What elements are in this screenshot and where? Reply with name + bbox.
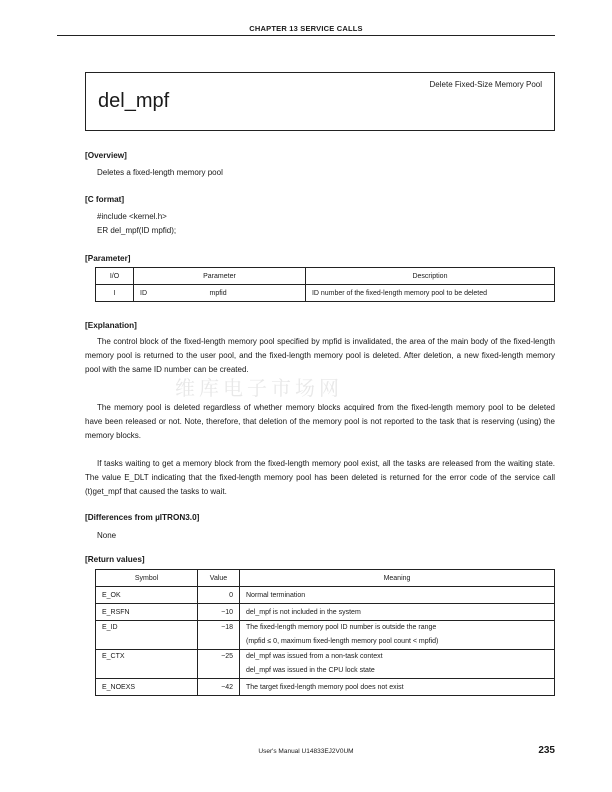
explanation-paragraph: The control block of the fixed-length memory pool specified by mpfid is invalidated, the area of the main body of the fixed-length memory pool is returned to the user pool, and the fixed-length memory pool is deleted. After deletion, a new fixed-length memory pool with the same ID number can be created. — [85, 337, 555, 374]
header-cell: Parameter — [134, 268, 306, 285]
value-cell: −25 — [198, 650, 240, 679]
symbol-cell: E_OK — [96, 587, 198, 604]
io-cell: I — [96, 285, 134, 302]
table-row — [96, 587, 555, 604]
meaning-line: (mpfid ≤ 0, maximum fixed-length memory pool count < mpfid) — [246, 638, 439, 645]
table-row — [96, 650, 555, 679]
return-values-heading: [Return values] — [85, 555, 145, 564]
value-cell: 0 — [198, 587, 240, 604]
differences-heading: [Differences from µITRON3.0] — [85, 513, 200, 522]
meaning-cell: The target fixed-length memory pool does not exist — [240, 679, 555, 696]
table-row — [96, 604, 555, 621]
overview-heading: [Overview] — [85, 151, 127, 160]
header-rule — [57, 35, 555, 36]
header-cell: I/O — [96, 268, 134, 285]
symbol-cell: E_ID — [96, 621, 198, 650]
differences-text: None — [97, 531, 117, 540]
table-row — [96, 679, 555, 696]
page-title: del_mpf — [98, 90, 170, 112]
header-cell: Meaning — [240, 570, 555, 587]
description-cell: ID number of the fixed-length memory pool to be deleted — [305, 285, 554, 302]
name-cell: mpfid — [204, 285, 306, 302]
explanation-paragraph: If tasks waiting to get a memory block from the fixed-length memory pool exist, all the tasks are released from the waiting state. The value E_DLT indicating that the fixed-length memory pool has been deleted is returned for the error code of the service call (t)get_mpf that caused the tasks to wait. — [85, 459, 555, 496]
cformat-line: #include <kernel.h> — [97, 212, 167, 221]
symbol-cell: E_NOEXS — [96, 679, 198, 696]
cformat-line: ER del_mpf(ID mpfid); — [97, 226, 177, 235]
meaning-cell: del_mpf is not included in the system — [240, 604, 555, 621]
meaning-line: del_mpf was issued in the CPU lock state — [246, 667, 375, 674]
watermark: 维库电子市场网 — [175, 376, 343, 400]
type-cell: ID — [134, 285, 204, 302]
overview-text: Deletes a fixed-length memory pool — [97, 168, 223, 177]
table-row — [96, 621, 555, 650]
meaning-cell — [240, 650, 555, 679]
cformat-heading: [C format] — [85, 195, 125, 204]
value-cell: −18 — [198, 621, 240, 650]
meaning-cell — [240, 621, 555, 650]
parameter-heading: [Parameter] — [85, 254, 131, 263]
header-cell: Value — [198, 570, 240, 587]
chapter-header: CHAPTER 13 SERVICE CALLS — [249, 24, 363, 33]
footer-manual: User's Manual U14833EJ2V0UM — [258, 748, 354, 755]
symbol-cell: E_CTX — [96, 650, 198, 679]
table-row — [96, 285, 555, 302]
header-cell: Symbol — [96, 570, 198, 587]
page-subtitle: Delete Fixed-Size Memory Pool — [429, 80, 542, 89]
header-cell: Description — [305, 268, 554, 285]
meaning-line: del_mpf was issued from a non-task context — [246, 653, 383, 660]
explanation-paragraph: The memory pool is deleted regardless of whether memory blocks acquired from the fixed-length memory pool to be deleted have been released or not. Note, therefore, that deletion of the memory pool is not reported to the task that is reserving (using) the memory blocks. — [85, 403, 555, 440]
page-number: 235 — [538, 745, 555, 756]
meaning-line: The fixed-length memory pool ID number is outside the range — [246, 624, 437, 631]
value-cell: −10 — [198, 604, 240, 621]
body-flow — [85, 321, 555, 696]
parameter-table — [95, 267, 555, 302]
symbol-cell: E_RSFN — [96, 604, 198, 621]
return-values-table — [95, 569, 555, 696]
meaning-cell: Normal termination — [240, 587, 555, 604]
explanation-heading: [Explanation] — [85, 321, 137, 330]
value-cell: −42 — [198, 679, 240, 696]
